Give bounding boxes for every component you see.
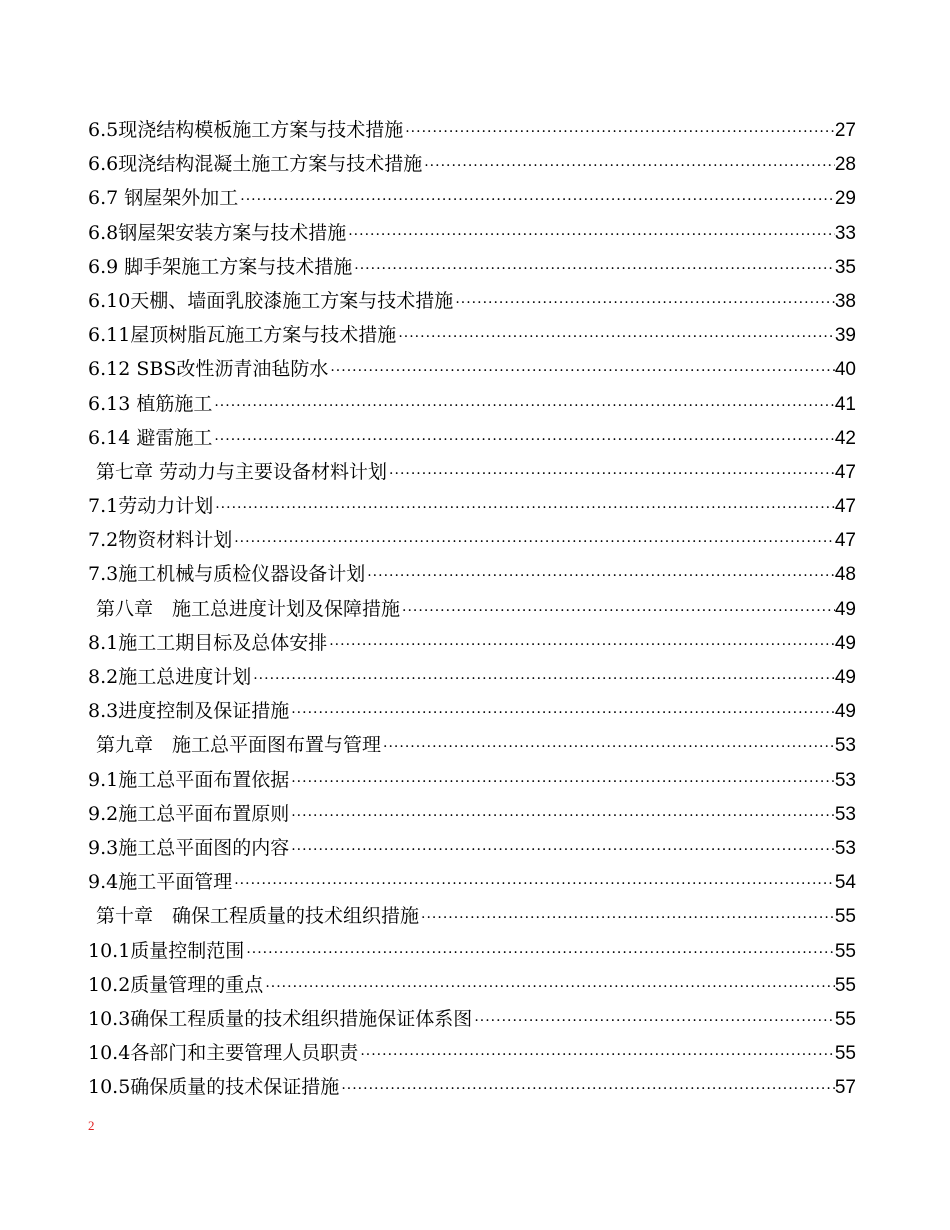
toc-dot-leader [365,559,835,591]
toc-section-entry[interactable] [88,1070,856,1104]
toc-entry-page: 39 [834,325,856,347]
toc-entry-title: 第七章 劳动力与主要设备材料计划 [96,460,388,483]
toc-entry-page: 55 [834,940,856,962]
toc-entry-page: 49 [834,632,856,654]
toc-entry-page: 29 [834,188,856,210]
toc-dot-leader [289,765,835,797]
toc-dot-leader [327,628,835,660]
toc-dot-leader [403,115,835,147]
toc-chapter-entry[interactable] [88,592,856,626]
toc-dot-leader [453,286,835,318]
toc-entry-title: 6.8钢屋架安装方案与技术措施 [88,221,347,244]
toc-entry-page: 57 [834,1077,856,1099]
toc-section-entry[interactable] [88,352,856,386]
toc-entry-title: 6.13 植筋施工 [88,392,213,415]
toc-entry-title: 6.11屋顶树脂瓦施工方案与技术措施 [88,324,397,347]
toc-entry-title: 9.3施工总平面图的内容 [88,836,290,859]
toc-chapter-entry[interactable] [88,728,856,762]
toc-section-entry[interactable] [88,626,856,660]
toc-entry-title: 9.4施工平面管理 [88,871,233,894]
toc-chapter-entry[interactable] [88,899,856,933]
toc-entry-page: 38 [834,290,856,312]
toc-entry-title: 6.12 SBS改性沥青油毡防水 [88,358,329,381]
toc-dot-leader [238,183,835,215]
toc-dot-leader [251,662,835,694]
toc-entry-page: 41 [834,393,856,415]
toc-section-entry[interactable] [88,831,856,865]
toc-dot-leader [400,594,835,626]
toc-dot-leader [232,867,835,899]
toc-entry-page: 49 [834,667,856,688]
toc-entry-title: 7.3施工机械与质检仪器设备计划 [88,563,366,586]
toc-entry-page: 53 [834,803,856,825]
toc-entry-title: 7.2物资材料计划 [88,529,233,552]
toc-dot-leader [387,457,835,489]
toc-section-entry[interactable] [88,181,856,215]
toc-entry-title: 6.5现浇结构模板施工方案与技术措施 [88,119,404,141]
toc-entry-page: 55 [834,974,856,996]
toc-dot-leader [289,696,835,728]
toc-entry-page: 54 [834,872,856,894]
toc-section-entry[interactable] [88,694,856,728]
toc-section-entry[interactable] [88,489,856,523]
toc-entry-page: 42 [834,427,856,449]
toc-section-entry[interactable] [88,147,856,181]
toc-entry-page: 53 [834,735,856,757]
toc-section-entry[interactable] [88,1002,856,1036]
toc-chapter-entry[interactable] [88,455,856,489]
toc-entry-page: 49 [834,598,856,620]
toc-section-entry[interactable] [88,797,856,831]
toc-entry-title: 第十章 确保工程质量的技术组织措施 [96,905,420,928]
toc-entry-title: 6.7 钢屋架外加工 [88,187,239,210]
toc-entry-title: 第九章 施工总平面图布置与管理 [96,734,382,757]
toc-entry-page: 35 [834,256,856,278]
toc-entry-page: 27 [834,120,856,141]
toc-entry-page: 40 [834,359,856,381]
toc-dot-leader [358,1038,835,1070]
toc-entry-title: 8.3进度控制及保证措施 [88,700,290,723]
toc-entry-page: 48 [834,564,856,586]
toc-entry-page: 47 [834,496,856,518]
toc-section-entry[interactable] [88,934,856,968]
toc-section-entry[interactable] [88,387,856,421]
toc-entry-page: 53 [834,769,856,791]
toc-section-entry[interactable] [88,284,856,318]
toc-section-entry[interactable] [88,660,856,694]
toc-entry-page: 28 [834,154,856,176]
toc-dot-leader [244,936,835,968]
toc-entry-title: 10.4各部门和主要管理人员职责 [88,1042,359,1065]
toc-entry-title: 10.5确保质量的技术保证措施 [88,1076,340,1099]
toc-dot-leader [263,970,835,1002]
toc-entry-title: 10.1质量控制范围 [88,939,245,962]
toc-section-entry[interactable] [88,763,856,797]
toc-entry-title: 10.2质量管理的重点 [88,973,264,996]
toc-entry-title: 8.2施工总进度计划 [88,666,252,688]
toc-section-entry[interactable] [88,421,856,455]
toc-entry-page: 33 [834,222,856,244]
toc-entry-title: 8.1施工工期目标及总体安排 [88,631,328,654]
toc-entry-page: 55 [834,1043,856,1065]
toc-section-entry[interactable] [88,318,856,352]
toc-entry-page: 55 [834,1008,856,1030]
toc-entry-title: 6.6现浇结构混凝土施工方案与技术措施 [88,153,423,176]
toc-entry-title: 9.1施工总平面布置依据 [88,768,290,791]
table-of-contents [88,113,856,1104]
toc-dot-leader [328,354,835,386]
toc-section-entry[interactable] [88,113,856,147]
toc-entry-page: 49 [834,701,856,723]
toc-dot-leader [232,525,835,557]
toc-dot-leader [212,423,835,455]
toc-section-entry[interactable] [88,865,856,899]
toc-section-entry[interactable] [88,250,856,284]
toc-entry-page: 55 [834,906,856,928]
toc-dot-leader [352,252,835,284]
toc-entry-page: 47 [834,530,856,552]
toc-dot-leader [289,799,835,831]
toc-entry-title: 6.14 避雷施工 [88,426,213,449]
toc-section-entry[interactable] [88,523,856,557]
toc-dot-leader [212,389,835,421]
toc-dot-leader [289,833,835,865]
toc-section-entry[interactable] [88,968,856,1002]
toc-entry-page: 47 [834,461,856,483]
toc-entry-title: 6.9 脚手架施工方案与技术措施 [88,255,353,278]
toc-dot-leader [472,1004,835,1036]
toc-dot-leader [419,901,835,933]
toc-entry-title: 第八章 施工总进度计划及保障措施 [96,597,401,620]
toc-dot-leader [396,320,835,352]
toc-section-entry[interactable] [88,216,856,250]
toc-dot-leader [339,1072,835,1104]
toc-dot-leader [422,149,835,181]
toc-dot-leader [346,218,835,250]
toc-dot-leader [213,491,835,523]
toc-section-entry[interactable] [88,557,856,591]
toc-entry-title: 10.3确保工程质量的技术组织措施保证体系图 [88,1007,473,1030]
toc-entry-title: 6.10天棚、墙面乳胶漆施工方案与技术措施 [88,289,454,312]
toc-entry-page: 53 [834,837,856,859]
toc-entry-title: 9.2施工总平面布置原则 [88,802,290,825]
toc-entry-title: 7.1劳动力计划 [88,495,214,518]
page-number: 2 [88,1118,95,1133]
toc-section-entry[interactable] [88,1036,856,1070]
toc-dot-leader [381,730,835,762]
